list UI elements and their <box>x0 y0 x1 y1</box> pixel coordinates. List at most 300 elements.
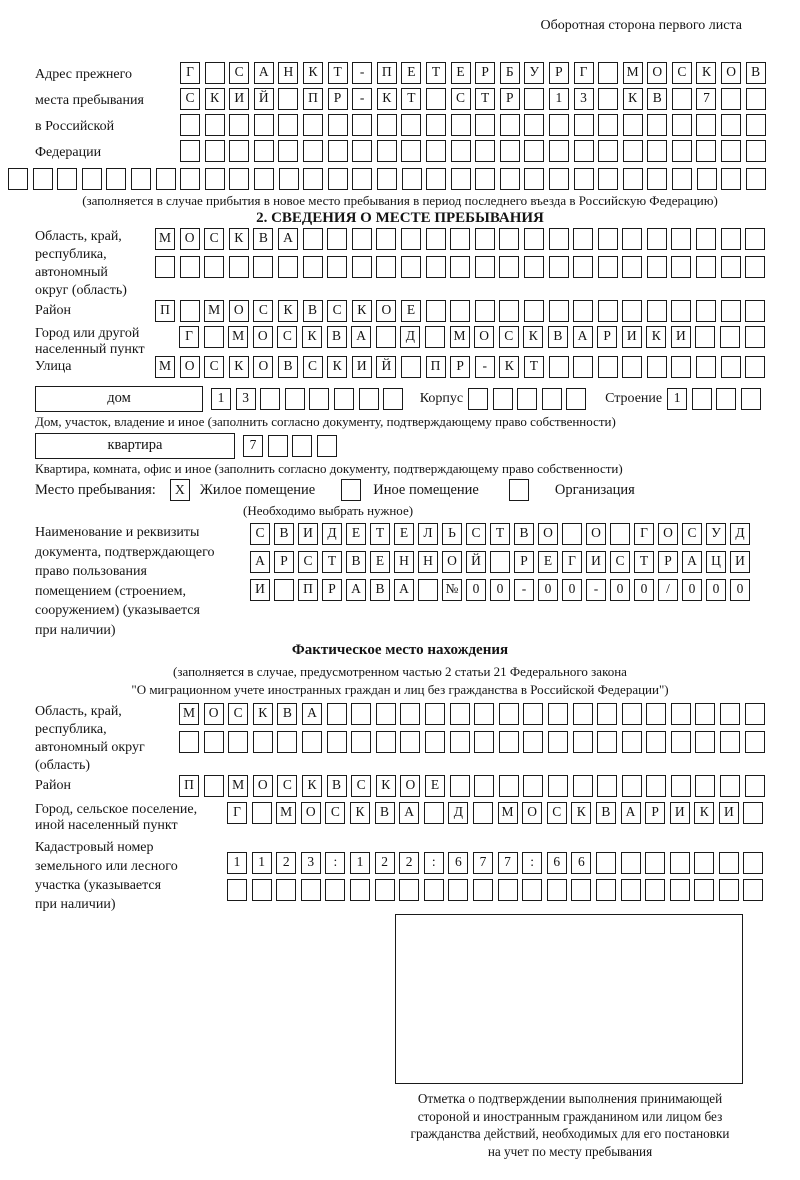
char-cell[interactable] <box>303 256 323 278</box>
char-cell[interactable]: И <box>586 551 606 573</box>
char-cell[interactable] <box>746 114 766 136</box>
char-cell[interactable] <box>598 168 618 190</box>
char-cell[interactable] <box>647 168 667 190</box>
char-cell[interactable]: Г <box>227 802 247 824</box>
char-cell[interactable]: М <box>228 326 248 348</box>
char-cell[interactable] <box>205 114 225 136</box>
char-cell[interactable] <box>274 579 294 601</box>
char-cell[interactable]: В <box>278 356 298 378</box>
char-cell[interactable] <box>8 168 28 190</box>
char-cell[interactable]: С <box>253 300 273 322</box>
char-cell[interactable] <box>597 703 617 725</box>
char-cell[interactable]: М <box>228 775 248 797</box>
char-cell[interactable] <box>499 300 519 322</box>
char-cell[interactable] <box>180 114 200 136</box>
char-cell[interactable]: В <box>596 802 616 824</box>
char-cell[interactable] <box>352 168 372 190</box>
char-cell[interactable] <box>672 140 692 162</box>
char-cell[interactable] <box>694 852 714 874</box>
char-cell[interactable]: К <box>352 300 372 322</box>
char-cell[interactable] <box>721 88 741 110</box>
char-cell[interactable]: Р <box>274 551 294 573</box>
char-cell[interactable] <box>277 731 297 753</box>
char-cell[interactable] <box>721 140 741 162</box>
char-cell[interactable] <box>522 879 542 901</box>
char-cell[interactable] <box>328 168 348 190</box>
char-cell[interactable] <box>548 703 568 725</box>
char-cell[interactable] <box>204 256 224 278</box>
char-cell[interactable]: Р <box>549 62 569 84</box>
char-cell[interactable]: О <box>180 356 200 378</box>
char-cell[interactable] <box>696 228 716 250</box>
char-cell[interactable]: И <box>622 326 642 348</box>
char-cell[interactable] <box>302 731 322 753</box>
char-cell[interactable] <box>327 256 347 278</box>
char-cell[interactable]: № <box>442 579 462 601</box>
char-cell[interactable]: О <box>376 300 396 322</box>
char-cell[interactable] <box>376 731 396 753</box>
char-cell[interactable] <box>352 228 372 250</box>
char-cell[interactable] <box>450 731 470 753</box>
char-cell[interactable] <box>745 256 765 278</box>
char-cell[interactable] <box>475 114 495 136</box>
char-cell[interactable] <box>375 879 395 901</box>
char-cell[interactable]: П <box>298 579 318 601</box>
char-cell[interactable] <box>279 168 299 190</box>
char-cell[interactable]: О <box>647 62 667 84</box>
char-cell[interactable]: С <box>325 802 345 824</box>
char-cell[interactable] <box>573 731 593 753</box>
char-cell[interactable] <box>746 168 766 190</box>
char-cell[interactable]: О <box>586 523 606 545</box>
char-cell[interactable]: Т <box>634 551 654 573</box>
char-cell[interactable]: С <box>610 551 630 573</box>
char-cell[interactable] <box>549 300 569 322</box>
char-cell[interactable] <box>623 114 643 136</box>
char-cell[interactable]: О <box>253 356 273 378</box>
char-cell[interactable] <box>376 228 396 250</box>
char-cell[interactable] <box>254 140 274 162</box>
char-cell[interactable]: Т <box>328 62 348 84</box>
char-cell[interactable] <box>696 140 716 162</box>
char-cell[interactable]: О <box>253 775 273 797</box>
char-cell[interactable]: Е <box>538 551 558 573</box>
char-cell[interactable] <box>647 140 667 162</box>
char-cell[interactable]: О <box>204 703 224 725</box>
char-cell[interactable] <box>327 731 347 753</box>
char-cell[interactable] <box>301 879 321 901</box>
char-cell[interactable] <box>696 300 716 322</box>
char-cell[interactable] <box>571 879 591 901</box>
char-cell[interactable]: Т <box>524 356 544 378</box>
char-cell[interactable]: С <box>277 775 297 797</box>
char-cell[interactable]: К <box>327 356 347 378</box>
char-cell[interactable] <box>204 731 224 753</box>
char-cell[interactable]: Д <box>400 326 420 348</box>
char-cell[interactable]: О <box>229 300 249 322</box>
char-cell[interactable] <box>647 228 667 250</box>
char-cell[interactable]: Д <box>730 523 750 545</box>
char-cell[interactable] <box>671 256 691 278</box>
char-cell[interactable]: 1 <box>667 388 687 410</box>
char-cell[interactable] <box>327 703 347 725</box>
char-cell[interactable] <box>542 388 562 410</box>
char-cell[interactable] <box>155 256 175 278</box>
char-cell[interactable] <box>500 168 520 190</box>
char-cell[interactable] <box>229 256 249 278</box>
char-cell[interactable]: Д <box>322 523 342 545</box>
char-cell[interactable] <box>205 168 225 190</box>
char-cell[interactable] <box>450 703 470 725</box>
char-cell[interactable]: К <box>253 703 273 725</box>
char-cell[interactable] <box>352 140 372 162</box>
char-cell[interactable] <box>695 731 715 753</box>
char-cell[interactable] <box>426 228 446 250</box>
char-cell[interactable]: 3 <box>574 88 594 110</box>
char-cell[interactable]: А <box>573 326 593 348</box>
char-cell[interactable] <box>671 775 691 797</box>
char-cell[interactable] <box>745 228 765 250</box>
char-cell[interactable] <box>401 140 421 162</box>
char-cell[interactable] <box>623 168 643 190</box>
char-cell[interactable]: Н <box>394 551 414 573</box>
char-cell[interactable]: В <box>346 551 366 573</box>
char-cell[interactable] <box>450 256 470 278</box>
char-cell[interactable]: М <box>450 326 470 348</box>
char-cell[interactable] <box>646 775 666 797</box>
char-cell[interactable]: 1 <box>252 852 272 874</box>
char-cell[interactable]: М <box>623 62 643 84</box>
char-cell[interactable] <box>562 523 582 545</box>
char-cell[interactable]: О <box>474 326 494 348</box>
char-cell[interactable] <box>376 256 396 278</box>
char-cell[interactable]: Т <box>490 523 510 545</box>
char-cell[interactable] <box>426 114 446 136</box>
char-cell[interactable]: В <box>274 523 294 545</box>
char-cell[interactable]: А <box>302 703 322 725</box>
char-cell[interactable]: К <box>278 300 298 322</box>
char-cell[interactable] <box>647 300 667 322</box>
char-cell[interactable] <box>180 168 200 190</box>
char-cell[interactable]: 2 <box>399 852 419 874</box>
char-cell[interactable]: В <box>746 62 766 84</box>
char-cell[interactable] <box>227 879 247 901</box>
char-cell[interactable] <box>424 879 444 901</box>
char-cell[interactable] <box>719 879 739 901</box>
char-cell[interactable] <box>303 140 323 162</box>
char-cell[interactable] <box>720 775 740 797</box>
char-cell[interactable] <box>424 802 444 824</box>
char-cell[interactable] <box>500 140 520 162</box>
char-cell[interactable] <box>524 140 544 162</box>
char-cell[interactable]: С <box>547 802 567 824</box>
char-cell[interactable]: 7 <box>473 852 493 874</box>
char-cell[interactable]: 6 <box>448 852 468 874</box>
char-cell[interactable]: С <box>466 523 486 545</box>
char-cell[interactable]: В <box>327 326 347 348</box>
char-cell[interactable] <box>376 703 396 725</box>
char-cell[interactable] <box>524 228 544 250</box>
char-cell[interactable] <box>278 114 298 136</box>
char-cell[interactable]: С <box>351 775 371 797</box>
char-cell[interactable]: А <box>346 579 366 601</box>
char-cell[interactable] <box>205 140 225 162</box>
char-cell[interactable]: В <box>548 326 568 348</box>
char-cell[interactable] <box>596 879 616 901</box>
char-cell[interactable]: - <box>352 88 372 110</box>
char-cell[interactable] <box>716 388 736 410</box>
char-cell[interactable] <box>598 256 618 278</box>
char-cell[interactable]: И <box>250 579 270 601</box>
char-cell[interactable]: С <box>204 356 224 378</box>
char-cell[interactable] <box>721 168 741 190</box>
char-cell[interactable]: С <box>682 523 702 545</box>
char-cell[interactable] <box>573 703 593 725</box>
char-cell[interactable] <box>573 775 593 797</box>
char-cell[interactable] <box>695 326 715 348</box>
char-cell[interactable] <box>672 114 692 136</box>
char-cell[interactable]: 7 <box>696 88 716 110</box>
char-cell[interactable] <box>746 140 766 162</box>
char-cell[interactable] <box>473 879 493 901</box>
char-cell[interactable] <box>598 88 618 110</box>
char-cell[interactable] <box>450 775 470 797</box>
char-cell[interactable] <box>697 168 717 190</box>
char-cell[interactable]: / <box>658 579 678 601</box>
char-cell[interactable] <box>598 140 618 162</box>
char-cell[interactable] <box>325 879 345 901</box>
char-cell[interactable] <box>475 228 495 250</box>
char-cell[interactable] <box>426 256 446 278</box>
char-cell[interactable] <box>670 879 690 901</box>
char-cell[interactable] <box>743 852 763 874</box>
char-cell[interactable]: Р <box>475 62 495 84</box>
char-cell[interactable] <box>451 114 471 136</box>
char-cell[interactable]: С <box>298 551 318 573</box>
char-cell[interactable] <box>524 88 544 110</box>
char-cell[interactable] <box>547 879 567 901</box>
char-cell[interactable]: К <box>205 88 225 110</box>
char-cell[interactable] <box>549 114 569 136</box>
char-cell[interactable] <box>334 388 354 410</box>
char-cell[interactable]: 6 <box>547 852 567 874</box>
char-cell[interactable] <box>278 256 298 278</box>
char-cell[interactable] <box>645 852 665 874</box>
char-cell[interactable] <box>425 731 445 753</box>
char-cell[interactable] <box>745 775 765 797</box>
char-cell[interactable]: Е <box>346 523 366 545</box>
char-cell[interactable] <box>359 388 379 410</box>
char-cell[interactable] <box>647 356 667 378</box>
char-cell[interactable]: - <box>514 579 534 601</box>
char-cell[interactable] <box>204 775 224 797</box>
char-cell[interactable]: 7 <box>498 852 518 874</box>
char-cell[interactable]: С <box>204 228 224 250</box>
char-cell[interactable] <box>671 731 691 753</box>
char-cell[interactable]: 0 <box>610 579 630 601</box>
char-cell[interactable]: А <box>254 62 274 84</box>
char-cell[interactable]: Р <box>328 88 348 110</box>
char-cell[interactable] <box>399 879 419 901</box>
char-cell[interactable] <box>377 114 397 136</box>
char-cell[interactable]: Р <box>645 802 665 824</box>
char-cell[interactable] <box>377 140 397 162</box>
char-cell[interactable]: В <box>277 703 297 725</box>
char-cell[interactable] <box>622 703 642 725</box>
char-cell[interactable]: Ь <box>442 523 462 545</box>
char-cell[interactable]: В <box>647 88 667 110</box>
char-cell[interactable]: О <box>538 523 558 545</box>
char-cell[interactable]: : <box>522 852 542 874</box>
char-cell[interactable]: В <box>375 802 395 824</box>
char-cell[interactable] <box>252 879 272 901</box>
char-cell[interactable]: С <box>672 62 692 84</box>
char-cell[interactable]: Р <box>597 326 617 348</box>
char-cell[interactable] <box>549 168 569 190</box>
char-cell[interactable] <box>493 388 513 410</box>
char-cell[interactable]: С <box>180 88 200 110</box>
char-cell[interactable] <box>622 228 642 250</box>
char-cell[interactable]: Т <box>426 62 446 84</box>
char-cell[interactable]: 0 <box>730 579 750 601</box>
char-cell[interactable] <box>598 300 618 322</box>
char-cell[interactable] <box>499 256 519 278</box>
char-cell[interactable]: 3 <box>301 852 321 874</box>
char-cell[interactable] <box>598 62 618 84</box>
char-cell[interactable] <box>254 168 274 190</box>
char-cell[interactable] <box>622 256 642 278</box>
char-cell[interactable] <box>721 356 741 378</box>
char-cell[interactable]: Ц <box>706 551 726 573</box>
char-cell[interactable] <box>426 88 446 110</box>
char-cell[interactable] <box>670 852 690 874</box>
char-cell[interactable] <box>696 356 716 378</box>
char-cell[interactable] <box>473 802 493 824</box>
char-cell[interactable] <box>352 256 372 278</box>
char-cell[interactable]: О <box>301 802 321 824</box>
char-cell[interactable] <box>475 140 495 162</box>
char-cell[interactable] <box>621 879 641 901</box>
char-cell[interactable]: В <box>370 579 390 601</box>
char-cell[interactable] <box>743 879 763 901</box>
char-cell[interactable] <box>598 356 618 378</box>
char-cell[interactable]: П <box>303 88 323 110</box>
char-cell[interactable]: Г <box>562 551 582 573</box>
char-cell[interactable] <box>720 731 740 753</box>
char-cell[interactable]: А <box>682 551 702 573</box>
char-cell[interactable] <box>549 356 569 378</box>
char-cell[interactable] <box>351 703 371 725</box>
char-cell[interactable] <box>253 256 273 278</box>
char-cell[interactable] <box>574 168 594 190</box>
char-cell[interactable]: Н <box>418 551 438 573</box>
char-cell[interactable] <box>450 300 470 322</box>
char-cell[interactable] <box>179 731 199 753</box>
char-cell[interactable] <box>517 388 537 410</box>
char-cell[interactable]: С <box>250 523 270 545</box>
char-cell[interactable]: О <box>400 775 420 797</box>
char-cell[interactable]: Е <box>425 775 445 797</box>
char-cell[interactable] <box>33 168 53 190</box>
char-cell[interactable] <box>327 228 347 250</box>
checkbox-residential[interactable]: X <box>170 479 190 501</box>
char-cell[interactable] <box>548 775 568 797</box>
char-cell[interactable]: Е <box>401 300 421 322</box>
char-cell[interactable] <box>254 114 274 136</box>
char-cell[interactable] <box>426 300 446 322</box>
char-cell[interactable] <box>622 775 642 797</box>
char-cell[interactable]: Б <box>500 62 520 84</box>
char-cell[interactable]: У <box>706 523 726 545</box>
char-cell[interactable]: Н <box>278 62 298 84</box>
char-cell[interactable]: В <box>253 228 273 250</box>
char-cell[interactable]: К <box>377 88 397 110</box>
checkbox-other-premises[interactable] <box>341 479 361 501</box>
char-cell[interactable] <box>573 300 593 322</box>
char-cell[interactable] <box>597 731 617 753</box>
char-cell[interactable] <box>720 326 740 348</box>
char-cell[interactable]: И <box>671 326 691 348</box>
char-cell[interactable] <box>745 356 765 378</box>
char-cell[interactable] <box>400 731 420 753</box>
char-cell[interactable] <box>131 168 151 190</box>
char-cell[interactable] <box>180 140 200 162</box>
char-cell[interactable] <box>376 326 396 348</box>
char-cell[interactable] <box>350 879 370 901</box>
char-cell[interactable]: К <box>303 62 323 84</box>
char-cell[interactable] <box>499 703 519 725</box>
char-cell[interactable]: О <box>180 228 200 250</box>
char-cell[interactable]: А <box>394 579 414 601</box>
char-cell[interactable] <box>309 388 329 410</box>
char-cell[interactable]: О <box>522 802 542 824</box>
char-cell[interactable] <box>692 388 712 410</box>
char-cell[interactable] <box>276 879 296 901</box>
char-cell[interactable]: П <box>377 62 397 84</box>
char-cell[interactable] <box>278 88 298 110</box>
char-cell[interactable] <box>622 731 642 753</box>
char-cell[interactable]: К <box>696 62 716 84</box>
char-cell[interactable] <box>328 114 348 136</box>
char-cell[interactable] <box>500 114 520 136</box>
char-cell[interactable] <box>721 300 741 322</box>
char-cell[interactable] <box>566 388 586 410</box>
char-cell[interactable]: И <box>670 802 690 824</box>
char-cell[interactable] <box>745 703 765 725</box>
char-cell[interactable] <box>671 703 691 725</box>
char-cell[interactable]: М <box>179 703 199 725</box>
char-cell[interactable]: Е <box>370 551 390 573</box>
char-cell[interactable] <box>524 300 544 322</box>
char-cell[interactable] <box>672 168 692 190</box>
char-cell[interactable]: А <box>250 551 270 573</box>
char-cell[interactable]: Т <box>401 88 421 110</box>
char-cell[interactable]: Г <box>574 62 594 84</box>
char-cell[interactable] <box>573 356 593 378</box>
char-cell[interactable] <box>524 256 544 278</box>
char-cell[interactable] <box>574 114 594 136</box>
char-cell[interactable] <box>524 114 544 136</box>
char-cell[interactable]: И <box>229 88 249 110</box>
char-cell[interactable]: К <box>229 356 249 378</box>
char-cell[interactable] <box>622 356 642 378</box>
char-cell[interactable] <box>229 140 249 162</box>
char-cell[interactable]: 1 <box>350 852 370 874</box>
char-cell[interactable] <box>451 140 471 162</box>
char-cell[interactable] <box>499 731 519 753</box>
char-cell[interactable]: Г <box>634 523 654 545</box>
char-cell[interactable]: К <box>571 802 591 824</box>
